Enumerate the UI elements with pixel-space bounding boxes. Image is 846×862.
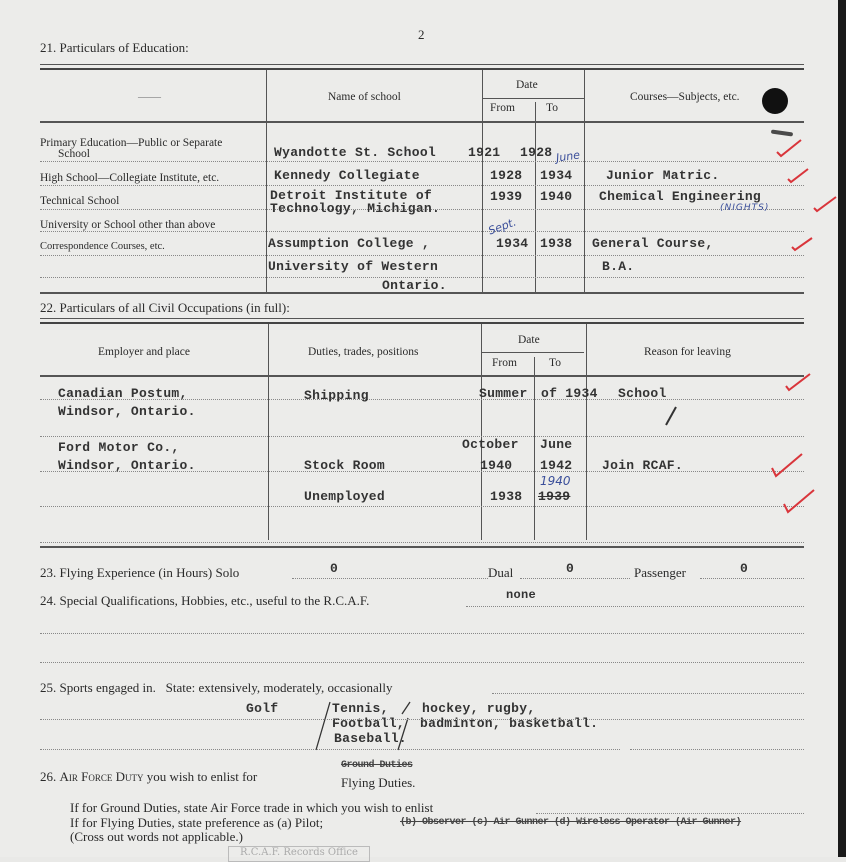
dotted-rule (292, 578, 488, 579)
sports-col3-line1: hockey, rugby, (422, 701, 536, 716)
column-line (535, 102, 536, 292)
school-primary: Wyandotte St. School (274, 145, 437, 160)
duty-label-suffix: you wish to enlist for (143, 769, 258, 784)
technical-from: 1939 (490, 189, 523, 204)
school-high: Kennedy Collegiate (274, 168, 420, 183)
column-line (268, 324, 269, 540)
column-line (534, 357, 535, 540)
column-line (586, 324, 587, 540)
column-line (481, 324, 482, 540)
scan-edge (838, 0, 846, 857)
sports-col1: Golf (246, 701, 279, 716)
qualifications-label: 24. Special Qualifications, Hobbies, etc., useful to the R.C.A.F. (40, 593, 370, 608)
red-checkmark-icon (775, 138, 803, 158)
to-1: of 1934 (541, 386, 598, 401)
courses-technical: Chemical Engineering (599, 189, 762, 204)
header-date: Date (518, 334, 540, 346)
records-stamp: R.C.A.F. Records Office (228, 846, 370, 862)
pen-stroke-mark (664, 405, 678, 427)
red-checkmark-icon (812, 194, 840, 214)
dotted-rule (40, 506, 804, 507)
school-correspondence-line2: University of Western (268, 259, 439, 274)
courses-correspondence-line1: General Course, (592, 236, 714, 251)
dotted-rule (492, 693, 804, 694)
cross-out-note: (Cross out words not applicable.) (70, 829, 243, 844)
to-2-line1: June (540, 437, 573, 452)
punch-hole (762, 88, 788, 114)
duty-value[interactable]: Flying Duties. (341, 775, 416, 790)
courses-correspondence-line2: B.A. (602, 259, 635, 274)
sports-col2-line2: Football, (332, 716, 405, 731)
duty-struck-ground: Ground Duties (341, 760, 413, 771)
dual-label: Dual (488, 565, 514, 580)
header-to: To (546, 102, 558, 114)
employer-2-line2: Windsor, Ontario. (58, 458, 196, 473)
school-correspondence-line3: Ontario. (382, 278, 447, 293)
header-from: From (490, 102, 515, 114)
dotted-rule (40, 633, 804, 634)
page-number: 2 (418, 27, 425, 42)
duty-label-number: 26. (40, 769, 60, 784)
school-correspondence-line1: Assumption College , (268, 236, 431, 251)
dotted-rule (40, 161, 804, 162)
dotted-rule (40, 255, 804, 256)
column-line (266, 70, 267, 292)
header-blank: —— (138, 91, 161, 103)
employer-1-line1: Canadian Postum, (58, 386, 188, 401)
school-technical-line1: Detroit Institute of (270, 188, 433, 203)
handwritten-sept: Sept. (486, 215, 518, 238)
flying-duties-struck: (b) Observer (c) Air Gunner (d) Wireless Operator (Air Gunner) (400, 817, 742, 828)
to-3-struck: 1939 (538, 489, 571, 504)
dotted-rule (700, 578, 804, 579)
header-date: Date (516, 79, 538, 91)
reason-2: Join RCAF. (602, 458, 684, 473)
from-3: 1938 (490, 489, 523, 504)
row-label-primary: Primary Education—Public or Separate (40, 137, 223, 149)
header-to: To (549, 357, 561, 369)
passenger-label: Passenger (634, 565, 686, 580)
dotted-rule (40, 542, 804, 543)
divider (40, 318, 804, 324)
sports-col2-line3: Baseball. (334, 731, 407, 746)
employer-2-line1: Ford Motor Co., (58, 440, 180, 455)
header-courses: Courses—Subjects, etc. (630, 91, 740, 103)
section-21-title: 21. Particulars of Education: (40, 40, 189, 55)
red-checkmark-icon (786, 165, 814, 185)
table-bottom-rule (40, 546, 804, 548)
primary-from: 1921 (468, 145, 501, 160)
row-label-school: School (58, 148, 90, 160)
employer-1-line2: Windsor, Ontario. (58, 404, 196, 419)
to-3-handwritten: 1940 (540, 474, 571, 488)
sports-col2-line1: Tennis, (332, 701, 389, 716)
dotted-rule (40, 436, 804, 437)
dotted-rule (40, 662, 804, 663)
sports-label: 25. Sports engaged in. State: extensively, moderately, occasionally (40, 680, 393, 695)
date-divider (482, 352, 584, 353)
row-label-high-school: High School—Collegiate Institute, etc. (40, 172, 220, 184)
header-from: From (492, 357, 517, 369)
primary-to: 1928 (520, 145, 553, 160)
red-checkmark-icon (770, 450, 804, 478)
date-divider (482, 98, 584, 99)
dotted-rule (40, 185, 804, 186)
red-checkmark-icon (784, 372, 812, 392)
duty-label-caps: Air Force Duty (59, 769, 144, 784)
red-checkmark-icon (782, 486, 816, 514)
qualifications-value[interactable]: none (506, 588, 537, 602)
duties-3: Unemployed (304, 489, 386, 504)
solo-value[interactable]: 0 (330, 561, 339, 576)
high-to: 1934 (540, 168, 573, 183)
handwritten-nights: (NIGHTS) (720, 203, 770, 213)
row-label-university: University or School other than above (40, 219, 216, 231)
dotted-rule (536, 813, 804, 814)
solo-label: 23. Flying Experience (in Hours) Solo (40, 565, 240, 580)
ink-smear (771, 129, 793, 136)
correspondence-from: 1934 (496, 236, 529, 251)
divider (40, 64, 804, 70)
header-name-of-school: Name of school (328, 91, 401, 103)
duty-label (40, 769, 257, 785)
dotted-rule (40, 749, 620, 750)
to-2-line2: 1942 (540, 458, 573, 473)
technical-to: 1940 (540, 189, 573, 204)
reason-1: School (618, 386, 667, 401)
school-technical-line2: Technology, Michigan. (270, 201, 441, 216)
from-1: Summer (479, 386, 528, 401)
column-line (584, 70, 585, 292)
duties-1: Shipping (304, 388, 369, 403)
row-label-correspondence: Correspondence Courses, etc. (40, 241, 165, 252)
red-checkmark-icon (790, 233, 818, 253)
dotted-rule (40, 231, 804, 232)
handwritten-june: June (555, 148, 581, 165)
duties-2: Stock Room (304, 458, 386, 473)
dotted-rule (630, 749, 804, 750)
flying-duties-label: If for Flying Duties, state preference as (a) Pilot; (70, 815, 324, 830)
header-employer: Employer and place (98, 346, 190, 358)
dotted-rule (40, 719, 804, 720)
dotted-rule (520, 578, 630, 579)
dotted-rule (466, 606, 804, 607)
header-rule (40, 375, 804, 377)
sports-col3-line2: badminton, basketball. (420, 716, 599, 731)
section-22-title: 22. Particulars of all Civil Occupations (in full): (40, 300, 290, 315)
dual-value[interactable]: 0 (566, 561, 575, 576)
high-from: 1928 (490, 168, 523, 183)
passenger-value[interactable]: 0 (740, 561, 749, 576)
from-2-line1: October (462, 437, 519, 452)
header-rule (40, 121, 804, 123)
header-reason: Reason for leaving (644, 346, 731, 358)
column-line (482, 70, 483, 292)
pen-slash-marks (310, 700, 430, 752)
row-label-technical: Technical School (40, 195, 120, 207)
from-2-line2: 1940 (480, 458, 513, 473)
courses-high: Junior Matric. (606, 168, 720, 183)
header-duties: Duties, trades, positions (308, 346, 419, 358)
correspondence-to: 1938 (540, 236, 573, 251)
ground-duties-label: If for Ground Duties, state Air Force trade in which you wish to enlist (70, 800, 434, 815)
